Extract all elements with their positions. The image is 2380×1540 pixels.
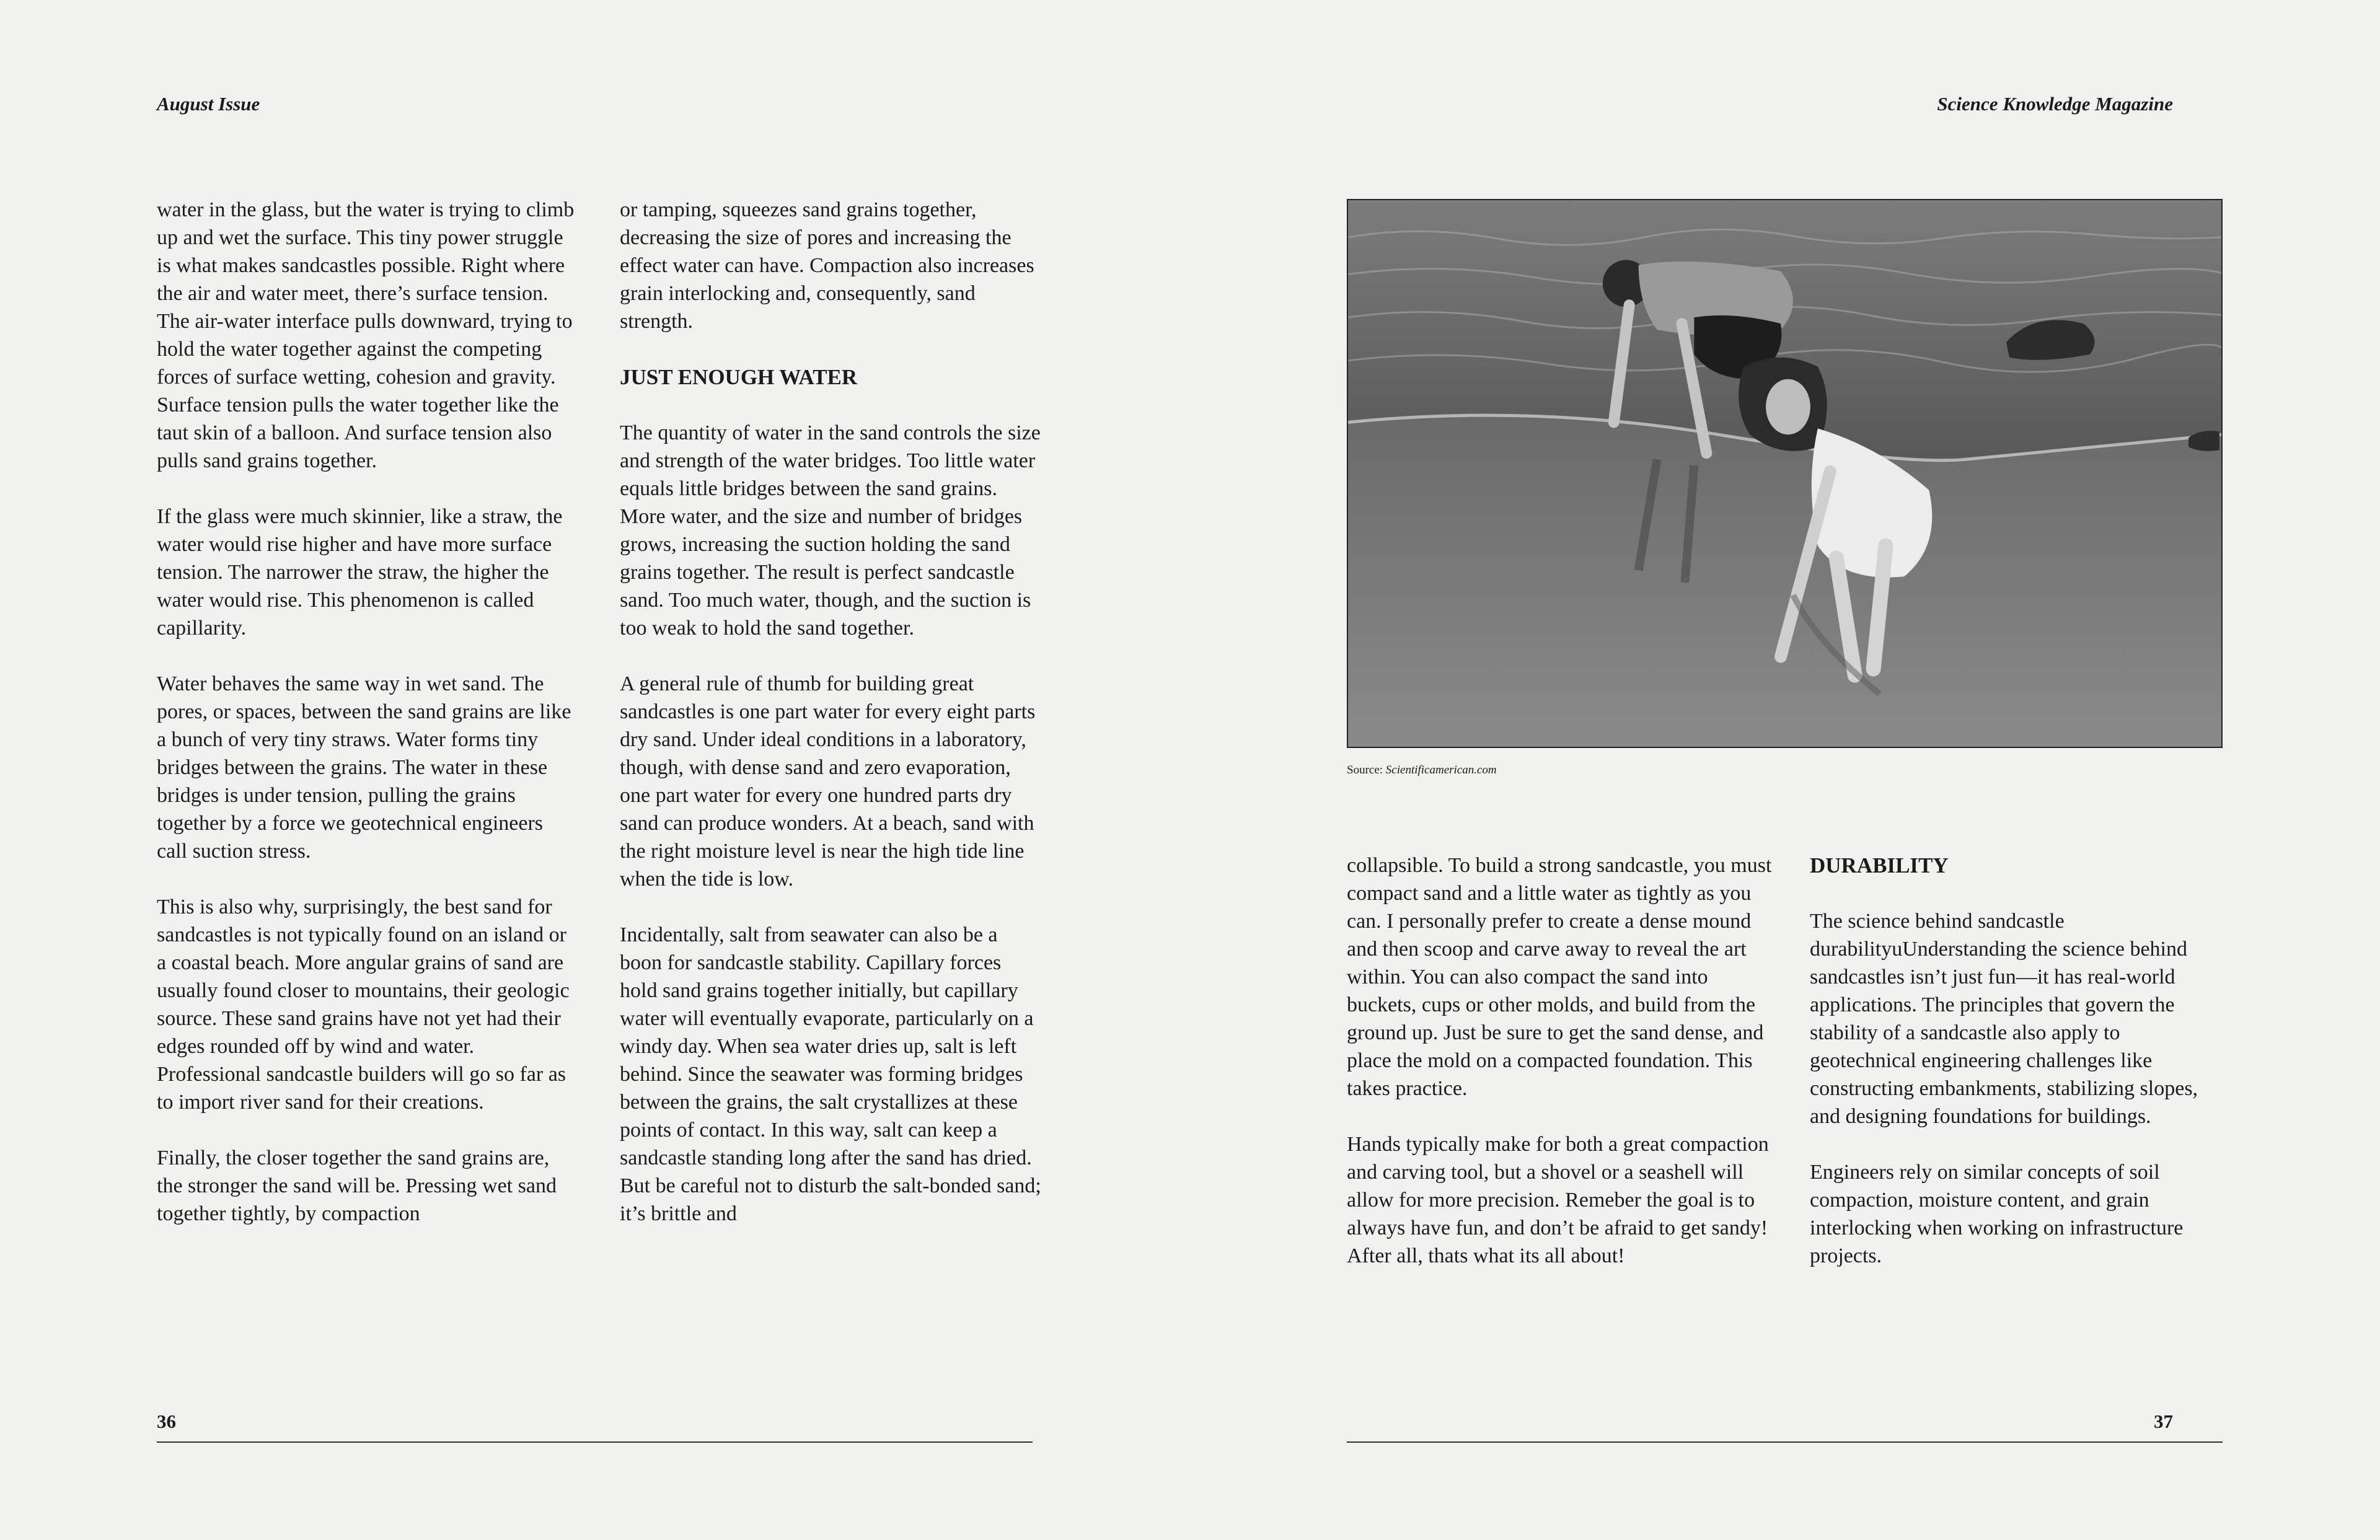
paragraph: This is also why, surprisingly, the best sand for sandcastles is not typically found on an island or a coastal beach. More angular grains of sand are usually found closer to mountains, their geologic source. These sand grains have not yet had their edges rounded off by wind and water. Professional sandcastle builders will go so far as to import river sand for their creations. <box>157 895 570 1114</box>
paragraph: collapsible. To build a strong sandcastle, you must compact sand and a little water as tightly as you can. I personally prefer to create a dense mound and then scoop and carve away to reveal the art within. You can also compact the sand into buckets, cups or other molds, and build from the ground up. Just be sure to get the sand dense, and place the mold on a compacted foundation. This takes practice. <box>1347 854 1772 1100</box>
section-heading-durability: DURABILITY <box>1810 853 1949 878</box>
left-column-1 <box>157 196 578 1228</box>
beach-photo-illustration <box>1348 200 2221 747</box>
paragraph: Incidentally, salt from seawater can also be a boon for sandcastle stability. Capillary forces hold sand grains together initially, but capillary water will eventually evaporate, particularly on a windy day. When sea water dries up, salt is left behind. Since the seawater was forming bridges between the grains, the salt crystallizes at these points of contact. In this way, salt can keep a sandcastle standing long after the sand has dried. But be careful not to disturb the salt-bonded sand; it’s brittle and <box>620 923 1041 1225</box>
page-number: 37 <box>2154 1410 2173 1432</box>
paragraph: water in the glass, but the water is trying to climb up and wet the surface. This tiny power struggle is what makes sandcastles possible. Right where the air and water meet, there’s surface tension. The air-water interface pulls downward, trying to hold the water together against the competing forces of surface wetting, cohesion and gravity. Surface tension pulls the water together like the taut skin of a balloon. And surface tension also pulls sand grains together. <box>157 198 575 472</box>
paragraph: Hands typically make for both a great compaction and carving tool, but a shovel or a seashell will allow for more precision. Remeber the goal is to always have fun, and don’t be afraid to get sandy! After all, thats what its all about! <box>1347 1133 1769 1267</box>
footer-rule <box>157 1441 1033 1443</box>
paragraph: Water behaves the same way in wet sand. The pores, or spaces, between the sand grains are like a bunch of very tiny straws. Water forms tiny bridges between the grains. The water in these bridges is under tension, pulling the grains together by a force we geotechnical engineers call suction stress. <box>157 672 571 863</box>
paragraph: A general rule of thumb for building great sandcastles is one part water for every eight parts dry sand. Under ideal conditions in a laboratory, though, with dense sand and zero evaporation, one part water for every one hundred parts dry sand can produce wonders. At a beach, sand with the right moisture level is near the high tide line when the tide is low. <box>620 672 1036 891</box>
photo-caption <box>1347 763 1497 777</box>
issue-label: August Issue <box>157 93 260 115</box>
right-column-1 <box>1347 851 1774 1270</box>
beach-photo <box>1347 199 2223 748</box>
caption-source: Scientificamerican.com <box>1385 763 1497 777</box>
footer-rule <box>1347 1441 2223 1443</box>
paragraph: Engineers rely on similar concepts of soil compaction, moisture content, and grain interlocking when working on infrastructure projects. <box>1810 1161 2184 1267</box>
paragraph: Finally, the closer together the sand grains are, the stronger the sand will be. Pressing wet sand together tightly, by compaction <box>157 1146 557 1225</box>
section-heading-just-enough-water: JUST ENOUGH WATER <box>620 365 858 389</box>
magazine-title: Science Knowledge Magazine <box>1937 93 2173 115</box>
paragraph: The science behind sandcastle durabilityuUnderstanding the science behind sandcastles isn’t just fun—it has real-world applications. The principles that govern the stability of a sandcastle also apply to geotechnical engineering challenges like constructing embankments, stabilizing slopes, and designing foundations for buildings. <box>1810 910 2198 1128</box>
paragraph: The quantity of water in the sand controls the size and strength of the water bridges. Too little water equals little bridges between the sand grains. More water, and the size and number of bridges grows, increasing the suction holding the sand grains together. The result is perfect sandcastle sand. Too much water, though, and the suction is too weak to hold the sand together. <box>620 421 1041 640</box>
paragraph: If the glass were much skinnier, like a straw, the water would rise higher and have more surface tension. The narrower the straw, the higher the water would rise. This phenomenon is called capillarity. <box>157 505 563 640</box>
left-column-2 <box>620 196 1041 1228</box>
paragraph: or tamping, squeezes sand grains together, decreasing the size of pores and increasing the effect water can have. Compaction also increases grain interlocking and, consequently, sand strength. <box>620 198 1034 333</box>
right-page <box>1190 0 2380 1540</box>
caption-prefix: Source: <box>1347 763 1386 777</box>
right-column-2 <box>1810 851 2231 1270</box>
page-number: 36 <box>157 1410 176 1432</box>
